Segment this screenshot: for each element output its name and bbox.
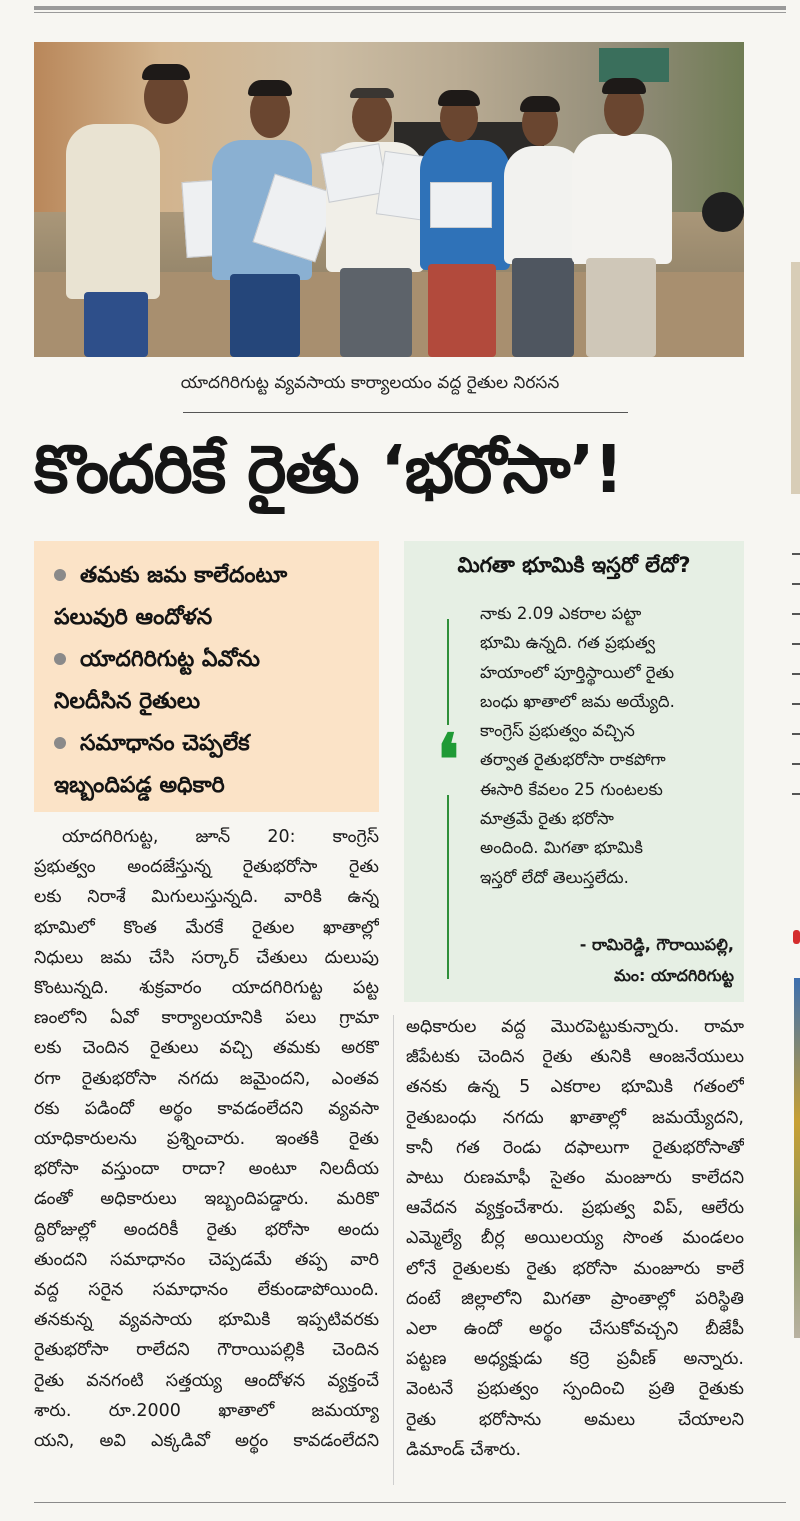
top-rule-thin <box>34 12 786 13</box>
adjacent-text-edge <box>792 733 800 735</box>
body-line: పాటు రుణమాఫీ సైతం మంజూరు కాలేదని <box>406 1168 744 1189</box>
article-photo <box>34 42 744 357</box>
adjacent-text-edge <box>792 673 800 675</box>
quote-text-line: హయాంలో పూర్తిస్థాయిలో రైతు <box>480 662 675 682</box>
quote-attribution <box>580 929 734 991</box>
highlight-line: నిలదీసిన రైతులు <box>54 689 201 714</box>
quote-text-line: అందింది. మిగతా భూమికి <box>480 838 644 858</box>
quote-text-line: బంధు ఖాతాలో జమ అయ్యేది. <box>480 691 675 711</box>
body-line: ణంలోని ఏవో కార్యాలయానికి పలు గ్రామా <box>34 1008 379 1029</box>
body-line: నిధులు జమ చేసి సర్కార్ చేతులు దులుపు <box>34 947 379 968</box>
body-line: తుందని సమాధానం చెప్పడమే తప్ప వారి <box>34 1249 379 1270</box>
photo-caption: యాదగిరిగుట్ట వ్యవసాయ కార్యాలయం వద్ద రైతుల నిరసన <box>180 373 560 393</box>
highlight-item <box>54 555 369 639</box>
body-line: కానీ గత రెండు దఫాలుగా రైతుభరోసాతో <box>406 1137 744 1158</box>
bottom-rule <box>34 1502 786 1503</box>
quote-text-line: ఇస్తరో లేదో తెలుస్తలేదు. <box>480 867 629 887</box>
body-column-left <box>34 822 379 1456</box>
body-line: దంటే జిల్లాలోని మిగతా ప్రాంతాల్లో పరిస్థితి <box>406 1288 744 1309</box>
quote-text-line: తర్వాత రైతుభరోసా రాకపోగా <box>480 750 666 770</box>
body-line: డిమాండ్ చేశారు. <box>406 1439 522 1460</box>
body-line: యని, అవి ఎక్కడివో అర్థం కావడంలేదని <box>34 1431 379 1452</box>
body-line: లకు చెందిన రైతులు వచ్చి తమకు అరకొ <box>34 1038 379 1059</box>
body-line: ప్రభుత్వం అందజేస్తున్న రైతుభరోసా రైతు <box>34 857 379 878</box>
quote-text-line: ఈసారి కేవలం 25 గుంటలకు <box>480 779 663 799</box>
highlight-line: యాదగిరిగుట్ట ఏవోను <box>80 647 260 672</box>
highlight-line: సమాధానం చెప్పలేక <box>80 731 250 756</box>
adjacent-image-edge-lower <box>794 978 800 1338</box>
body-line: ఆవేదన వ్యక్తంచేశారు. ప్రభుత్వ విప్, ఆలేరు <box>406 1198 744 1219</box>
bullet-icon <box>54 569 66 581</box>
body-line: తనకు ఉన్న 5 ఎకరాల భూమికి గతంలో <box>406 1077 744 1098</box>
body-line: యాదగిరిగుట్ట, జూన్ 20: కాంగ్రెస్ <box>62 827 379 847</box>
body-line: వద్ద సరైన సమాధానం లేకుండాపోయింది. <box>34 1280 379 1301</box>
body-line: డంతో అధికారులు ఇబ్బందిపడ్డారు. మరికొ <box>34 1189 379 1210</box>
adjacent-text-edge <box>792 793 800 795</box>
body-line: శారు. రూ.2000 ఖాతాలో జమయ్యా <box>34 1400 379 1421</box>
adjacent-text-edge <box>792 583 800 585</box>
adjacent-text-edge <box>792 763 800 765</box>
quote-mark-icon: ❛ <box>432 725 464 795</box>
body-line: రకు పడిందో అర్థం కావడంలేదని వ్యవసా <box>34 1098 379 1119</box>
top-rule <box>34 6 786 10</box>
quote-text-line: కాంగ్రెస్ ప్రభుత్వం వచ్చిన <box>480 721 635 741</box>
adjacent-text-edge <box>792 553 800 555</box>
body-line: యాధికారులను ప్రశ్నించారు. ఇంతకి రైతు <box>34 1129 379 1150</box>
highlights-box <box>34 541 379 812</box>
body-line: భూమిలో కొంత మేరకే రైతుల ఖాతాల్లో <box>34 917 379 938</box>
quote-box <box>404 541 744 1002</box>
adjacent-bullet-edge <box>793 930 800 944</box>
bullet-icon <box>54 653 66 665</box>
adjacent-text-edge <box>792 613 800 615</box>
quote-text-line: నాకు 2.09 ఎకరాల పట్టా <box>480 604 642 623</box>
body-line: రైతు భరోసాను అమలు చేయాలని <box>406 1409 744 1430</box>
body-line: రైతుబంధు నగదు ఖాతాల్లో జమయ్యేదని, <box>406 1107 744 1128</box>
body-line: లోనే రైతులకు రైతు భరోసా మంజూరు కాలే <box>406 1258 744 1279</box>
body-line: రైతుభరోసా రాలేదని గౌరాయిపల్లికి చెందిన <box>34 1340 379 1361</box>
body-line: ఎమ్మెల్యే బీర్ల అయిలయ్య సొంత మండలం <box>406 1228 744 1249</box>
column-separator <box>393 1015 394 1485</box>
highlight-item <box>54 723 369 807</box>
body-line: పట్టణ అధ్యక్షుడు కర్రె ప్రవీణ్ అన్నారు. <box>406 1349 744 1370</box>
quote-body <box>480 599 738 892</box>
highlight-line: తమకు జమ కాలేదంటూ <box>80 563 288 588</box>
highlight-item <box>54 639 369 723</box>
adjacent-image-edge <box>791 262 800 494</box>
body-line: వెంటనే ప్రభుత్వం స్పందించి ప్రతి రైతుకు <box>406 1379 744 1400</box>
body-line: భరోసా వస్తుందా రాదా? అంటూ నిలదీయ <box>34 1159 379 1180</box>
quote-text-line: భూమి ఉన్నది. గత ప్రభుత్వ <box>480 633 656 653</box>
body-line: అధికారుల వద్ద మొరపెట్టుకున్నారు. రామా <box>406 1017 744 1037</box>
body-line: రగా రైతుభరోసా నగదు జమైందని, ఎంతవ <box>34 1068 379 1089</box>
headline: కొందరికే రైతు ‘భరోసా’! <box>34 431 623 508</box>
quote-title: మిగతా భూమికి ఇస్తరో లేదో? <box>457 553 691 577</box>
body-column-right <box>406 1012 744 1465</box>
highlight-line: ఇబ్బందిపడ్డ అధికారి <box>54 773 225 798</box>
body-line: కొంటున్నది. శుక్రవారం యాదగిరిగుట్ట పట్ట <box>34 978 379 999</box>
body-line: రైతు వనగంటి సత్తయ్య ఆందోళన వ్యక్తంచే <box>34 1370 379 1391</box>
caption-rule <box>183 412 628 413</box>
quote-text-line: మాత్రమే రైతు భరోసా <box>480 809 614 829</box>
attribution-line: మం: యాదగిరిగుట్ట <box>613 966 734 985</box>
body-line: తనకున్న వ్యవసాయ భూమికి ఇప్పటివరకు <box>34 1310 379 1331</box>
bullet-icon <box>54 737 66 749</box>
body-line: లకు నిరాశే మిగులుస్తున్నది. వారికి ఉన్న <box>34 887 379 908</box>
adjacent-text-edge <box>792 703 800 705</box>
body-line: ద్దిరోజుల్లో అందరికీ రైతు భరోసా అందు <box>34 1219 379 1240</box>
body-line: జీపేటకు చెందిన రైతు తునికి ఆంజనేయులు <box>406 1047 744 1068</box>
adjacent-text-edge <box>792 643 800 645</box>
attribution-line: - రామిరెడ్డి, గౌరాయిపల్లి, <box>579 935 734 954</box>
body-line: ఎలా ఉందో అర్థం చేసుకోవచ్చని బీజేపీ <box>406 1319 744 1340</box>
highlight-line: పలువురి ఆందోళన <box>54 605 213 630</box>
